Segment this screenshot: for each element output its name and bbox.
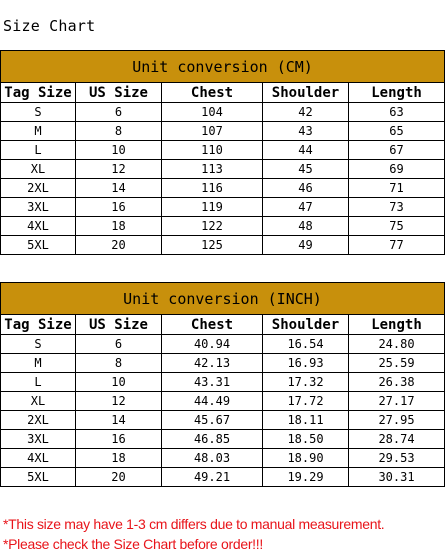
us-size-cell: 16 [76,430,162,449]
us-size-cell: 10 [76,373,162,392]
chest-cell: 122 [162,217,263,236]
chest-cell: 48.03 [162,449,263,468]
us-size-cell: 18 [76,217,162,236]
inch-table-row [1,392,445,411]
length-cell: 25.59 [349,354,445,373]
us-size-cell: 18 [76,449,162,468]
shoulder-cell: 17.72 [263,392,349,411]
shoulder-cell: 42 [263,103,349,122]
cm-table-row [1,236,445,255]
tag-size-cell: XL [1,392,76,411]
chest-cell: 125 [162,236,263,255]
length-cell: 77 [349,236,445,255]
column-header-length: Length [349,315,445,335]
tag-size-cell: 2XL [1,179,76,198]
us-size-cell: 10 [76,141,162,160]
shoulder-cell: 18.50 [263,430,349,449]
us-size-cell: 14 [76,179,162,198]
length-cell: 65 [349,122,445,141]
column-header-chest: Chest [162,83,263,103]
cm-table-row [1,141,445,160]
us-size-cell: 12 [76,392,162,411]
length-cell: 71 [349,179,445,198]
tag-size-cell: S [1,335,76,354]
inch-table-header-row [1,315,445,335]
shoulder-cell: 16.93 [263,354,349,373]
length-cell: 28.74 [349,430,445,449]
cm-table-heading: Unit conversion (CM) [1,51,445,83]
column-header-shoulder: Shoulder [263,83,349,103]
us-size-cell: 20 [76,236,162,255]
length-cell: 69 [349,160,445,179]
tag-size-cell: XL [1,160,76,179]
shoulder-cell: 44 [263,141,349,160]
tag-size-cell: 5XL [1,468,76,487]
cm-table-row [1,198,445,217]
chest-cell: 107 [162,122,263,141]
shoulder-cell: 48 [263,217,349,236]
inch-table-body [1,335,445,487]
shoulder-cell: 49 [263,236,349,255]
us-size-cell: 20 [76,468,162,487]
shoulder-cell: 43 [263,122,349,141]
column-header-tag-size: Tag Size [1,315,76,335]
us-size-cell: 12 [76,160,162,179]
check-chart-note: *Please check the Size Chart before order!!! [3,536,263,552]
column-header-tag-size: Tag Size [1,83,76,103]
tag-size-cell: M [1,354,76,373]
tag-size-cell: S [1,103,76,122]
column-header-shoulder: Shoulder [263,315,349,335]
inch-table-row [1,373,445,392]
cm-table-row [1,217,445,236]
inch-table-row [1,430,445,449]
length-cell: 30.31 [349,468,445,487]
us-size-cell: 6 [76,335,162,354]
length-cell: 63 [349,103,445,122]
chest-cell: 42.13 [162,354,263,373]
inch-size-table [0,282,445,487]
measurement-note: *This size may have 1-3 cm differs due to manual measurement. [3,516,385,532]
tag-size-cell: 5XL [1,236,76,255]
cm-table-body [1,103,445,255]
tag-size-cell: 2XL [1,411,76,430]
us-size-cell: 6 [76,103,162,122]
cm-table-row [1,103,445,122]
tag-size-cell: 4XL [1,217,76,236]
inch-table-row [1,449,445,468]
column-header-us-size: US Size [76,315,162,335]
length-cell: 26.38 [349,373,445,392]
chest-cell: 43.31 [162,373,263,392]
chest-cell: 45.67 [162,411,263,430]
shoulder-cell: 47 [263,198,349,217]
shoulder-cell: 17.32 [263,373,349,392]
chest-cell: 113 [162,160,263,179]
chest-cell: 44.49 [162,392,263,411]
shoulder-cell: 46 [263,179,349,198]
chest-cell: 49.21 [162,468,263,487]
shoulder-cell: 19.29 [263,468,349,487]
cm-size-table [0,50,445,255]
tag-size-cell: 3XL [1,430,76,449]
shoulder-cell: 18.11 [263,411,349,430]
inch-table-row [1,468,445,487]
shoulder-cell: 18.90 [263,449,349,468]
tag-size-cell: M [1,122,76,141]
cm-table-row [1,122,445,141]
tag-size-cell: L [1,373,76,392]
inch-table-heading: Unit conversion (INCH) [1,283,445,315]
length-cell: 24.80 [349,335,445,354]
column-header-us-size: US Size [76,83,162,103]
us-size-cell: 14 [76,411,162,430]
length-cell: 73 [349,198,445,217]
tag-size-cell: 4XL [1,449,76,468]
chest-cell: 119 [162,198,263,217]
page-title: Size Chart [3,17,96,35]
chest-cell: 116 [162,179,263,198]
tag-size-cell: L [1,141,76,160]
tag-size-cell: 3XL [1,198,76,217]
us-size-cell: 16 [76,198,162,217]
shoulder-cell: 45 [263,160,349,179]
inch-table-row [1,411,445,430]
length-cell: 67 [349,141,445,160]
cm-table-row [1,179,445,198]
length-cell: 29.53 [349,449,445,468]
chest-cell: 46.85 [162,430,263,449]
chest-cell: 104 [162,103,263,122]
shoulder-cell: 16.54 [263,335,349,354]
length-cell: 75 [349,217,445,236]
column-header-length: Length [349,83,445,103]
cm-table-header-row [1,83,445,103]
column-header-chest: Chest [162,315,263,335]
inch-table-row [1,335,445,354]
us-size-cell: 8 [76,354,162,373]
length-cell: 27.17 [349,392,445,411]
length-cell: 27.95 [349,411,445,430]
cm-table-row [1,160,445,179]
chest-cell: 110 [162,141,263,160]
inch-table-row [1,354,445,373]
chest-cell: 40.94 [162,335,263,354]
us-size-cell: 8 [76,122,162,141]
